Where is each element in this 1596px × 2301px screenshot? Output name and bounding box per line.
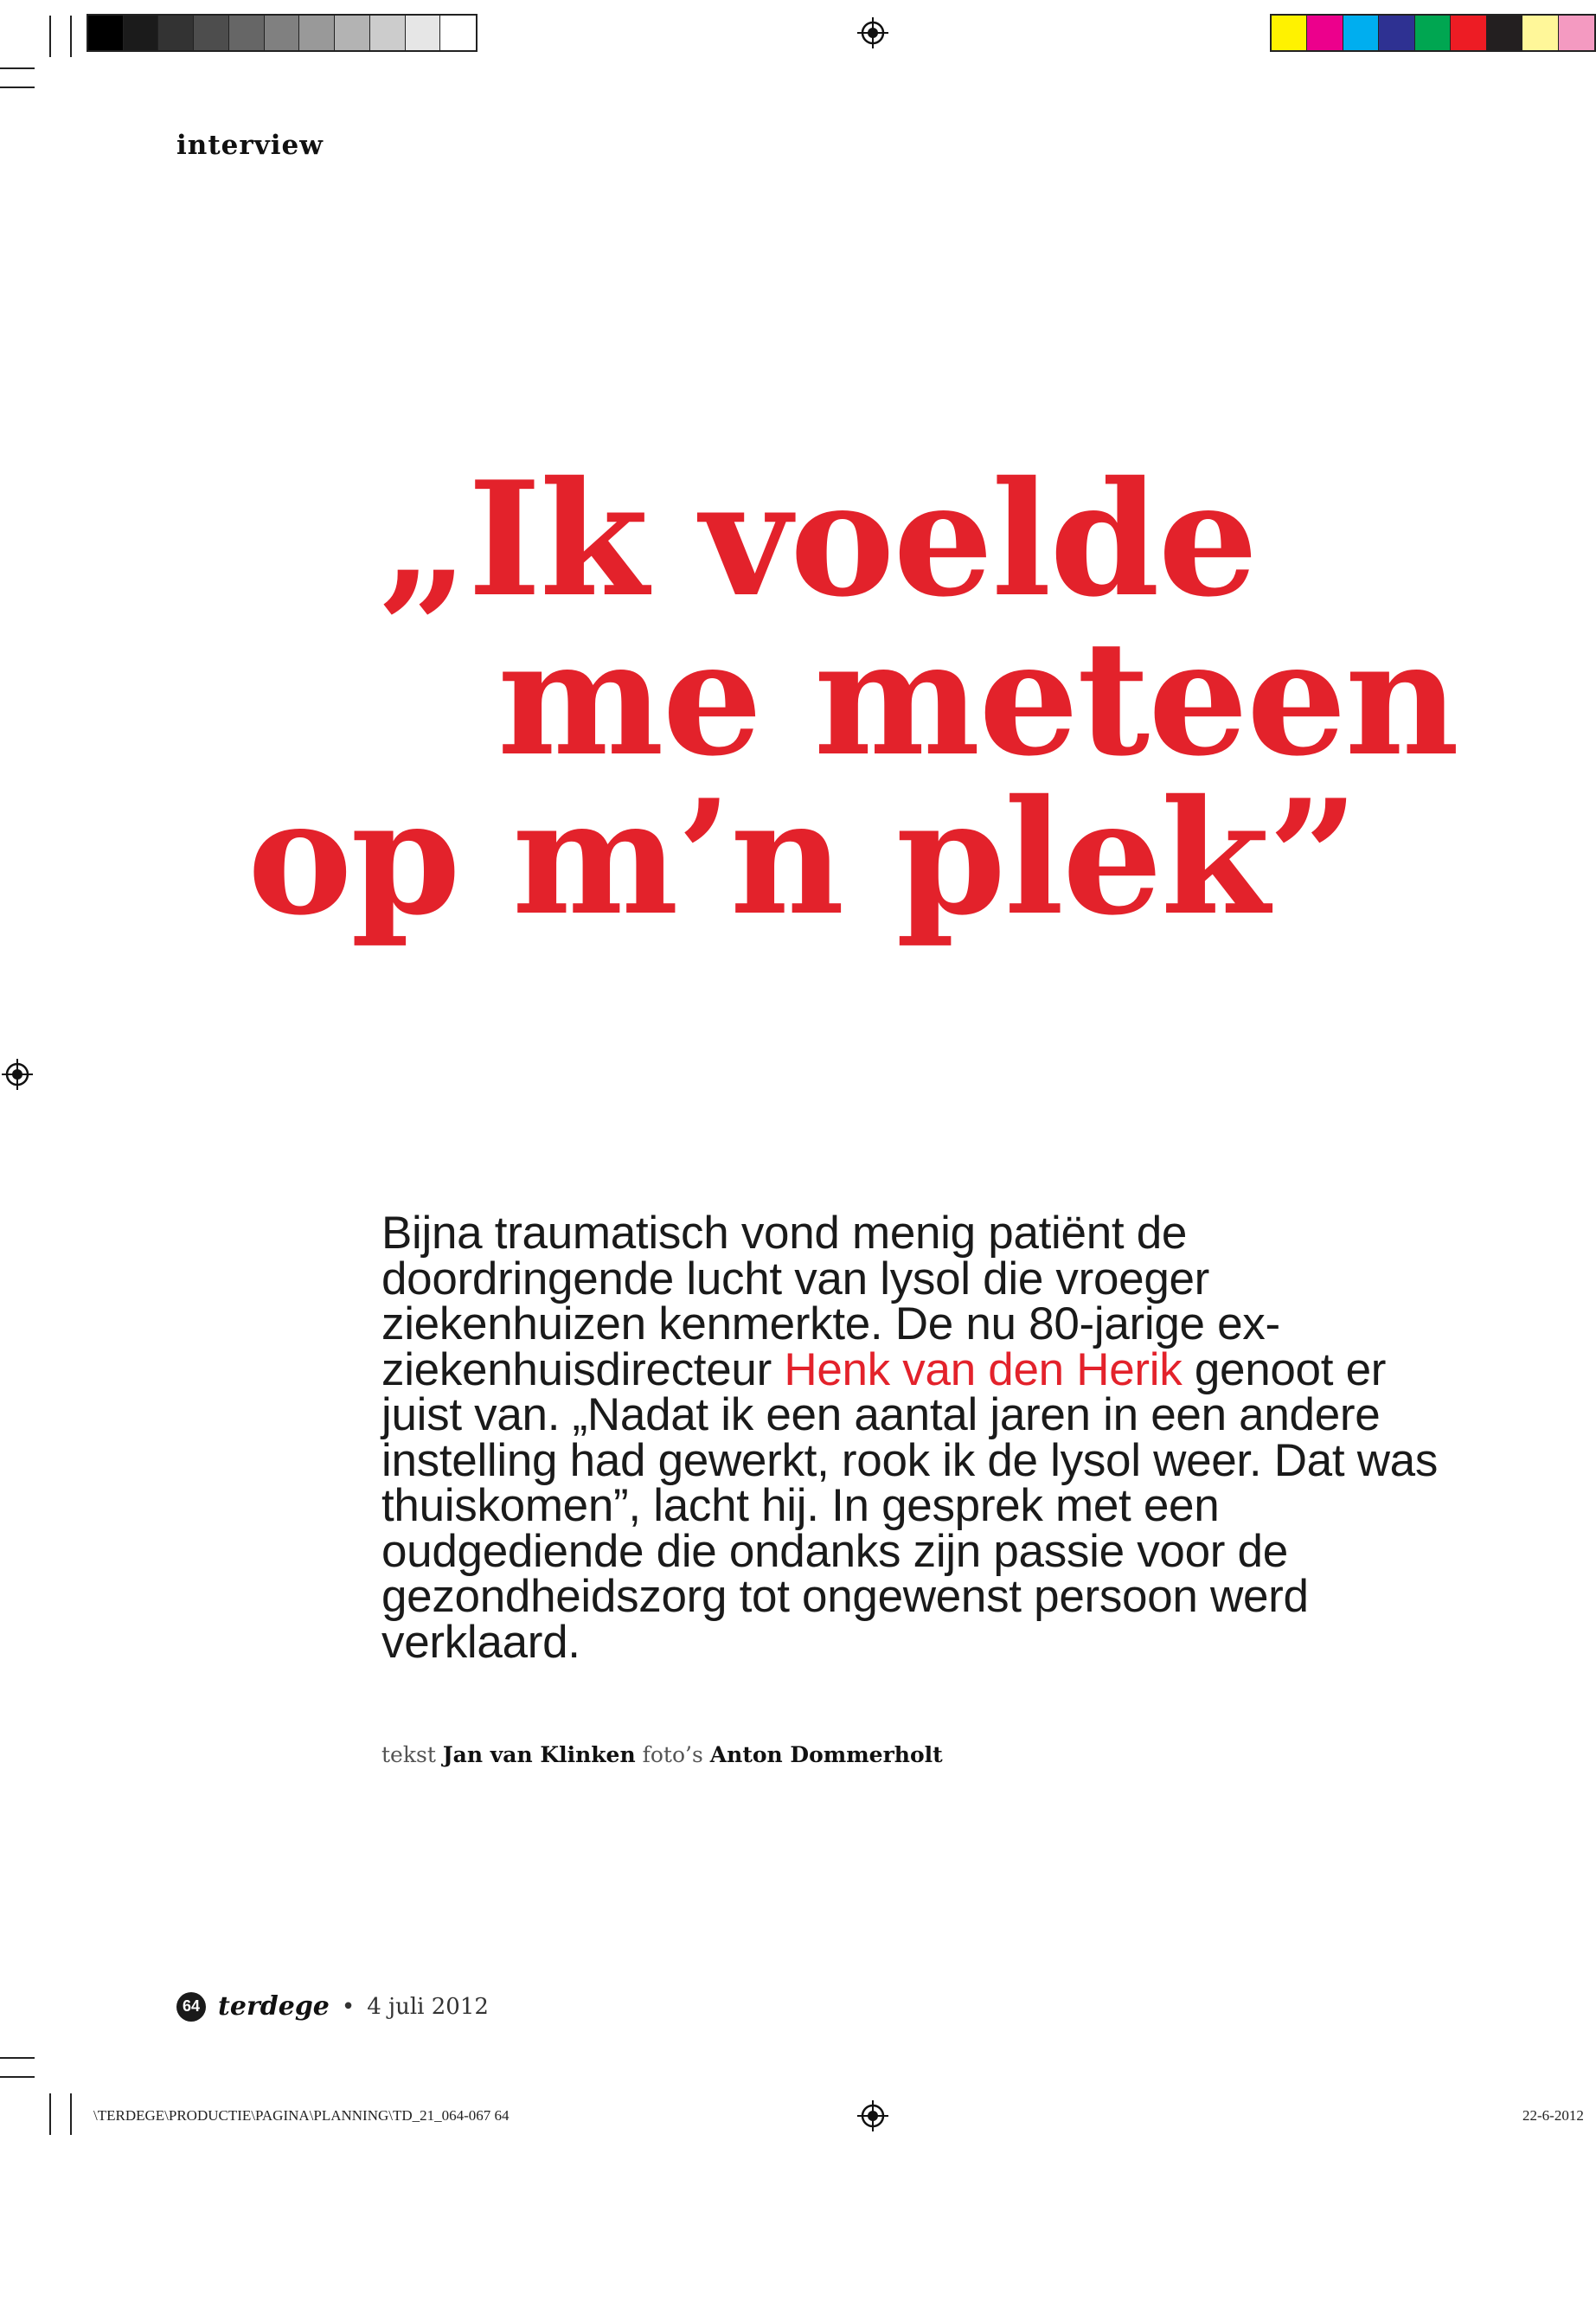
byline-author: Jan van Klinken (442, 1742, 636, 1767)
color-swatch (1522, 16, 1558, 50)
color-swatch (1379, 16, 1414, 50)
color-swatch (406, 16, 441, 50)
registration-mark-icon (857, 17, 888, 48)
crop-mark (0, 2076, 35, 2078)
grayscale-control-bar (87, 14, 478, 52)
page-number-badge: 64 (176, 1992, 206, 2022)
color-swatch (299, 16, 335, 50)
color-swatch (1415, 16, 1451, 50)
color-swatch (1307, 16, 1343, 50)
crop-mark (70, 16, 72, 57)
intro-text-after: genoot er juist van. „Nadat ik een aantal jaren in een andere instelling had gewerkt, rook ik de lysol weer. Dat was thuiskomen”, lacht hij. In gesprek met een oudgediende die ondanks zijn passie voor de gezondheidszorg tot ongewenst persoon werd verklaard. (381, 1343, 1439, 1668)
color-swatch (88, 16, 124, 50)
headline-line-1: „Ik voelde (379, 446, 1257, 631)
crop-mark (0, 87, 35, 88)
issue-date: 4 juli 2012 (367, 1993, 489, 2020)
color-swatch (1343, 16, 1379, 50)
byline-photo-label: foto’s (642, 1742, 703, 1767)
color-swatch (1559, 16, 1594, 50)
color-swatch (335, 16, 370, 50)
crop-mark (70, 2093, 72, 2135)
color-swatch (194, 16, 229, 50)
interviewee-name: Henk van den Herik (784, 1343, 1183, 1395)
file-path-slug: \TERDEGE\PRODUCTIE\PAGINA\PLANNING\TD_21_064-067 64 (93, 2107, 510, 2124)
byline-text-label: tekst (381, 1742, 436, 1767)
color-swatch (1487, 16, 1522, 50)
color-swatch (124, 16, 159, 50)
headline-line-2: me meteen (497, 606, 1458, 791)
page-footer (176, 1991, 489, 2022)
crop-mark (49, 2093, 51, 2135)
intro-text-before: Bijna traumatisch vond menig patiënt de doordringende lucht van lysol die vroeger ziekenhuizen kenmerkte. De nu 80-jarige ex-ziekenhuisdirecteur (381, 1208, 1280, 1395)
color-control-bar (1270, 14, 1596, 52)
color-swatch (1272, 16, 1307, 50)
print-date-slug: 22-6-2012 (1522, 2107, 1584, 2124)
footer-bullet: • (341, 1993, 356, 2020)
crop-mark (0, 2057, 35, 2059)
crop-mark (49, 16, 51, 57)
registration-mark-icon (857, 2100, 888, 2131)
intro-paragraph (381, 1208, 1471, 1668)
byline-photographer: Anton Dommerholt (709, 1742, 943, 1767)
magazine-logo: terdege (218, 1991, 330, 2022)
color-swatch (265, 16, 300, 50)
registration-mark-icon (2, 1059, 33, 1090)
color-swatch (1451, 16, 1486, 50)
crop-mark (0, 67, 35, 69)
headline-line-3: op m’n plek” (247, 765, 1357, 950)
color-swatch (370, 16, 406, 50)
color-swatch (229, 16, 265, 50)
color-swatch (440, 16, 476, 50)
byline (381, 1742, 943, 1767)
color-swatch (158, 16, 194, 50)
section-label: interview (176, 130, 324, 161)
